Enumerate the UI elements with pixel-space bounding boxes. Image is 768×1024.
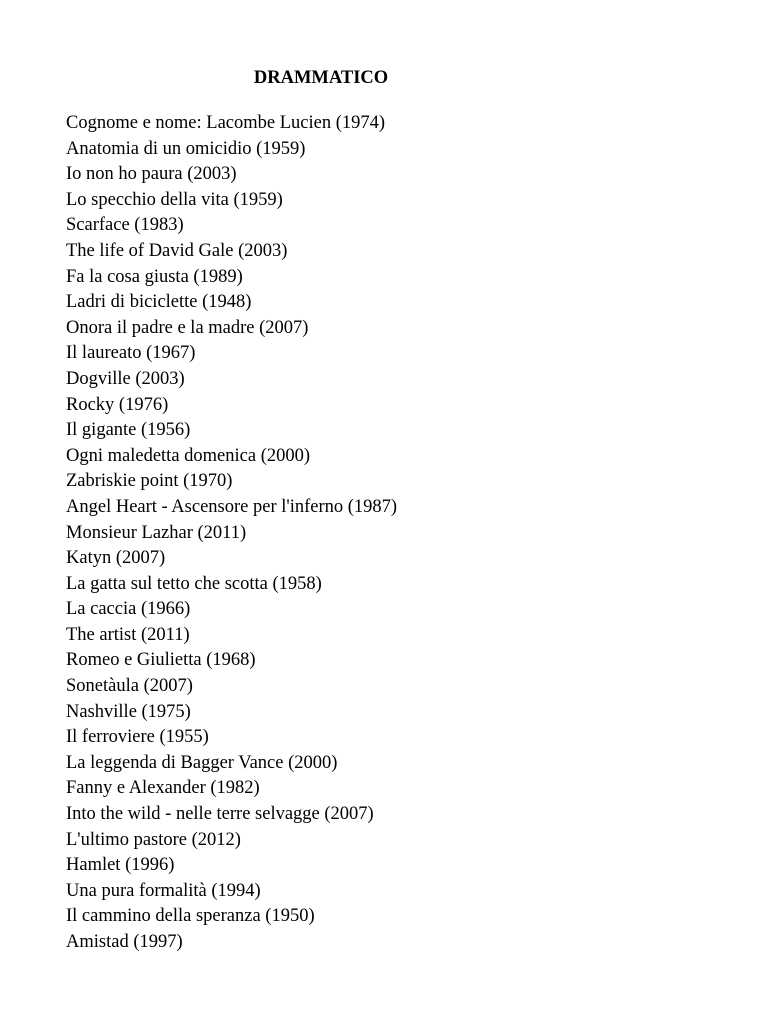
film-list-item: Una pura formalità (1994) (66, 880, 261, 901)
film-list-item: La gatta sul tetto che scotta (1958) (66, 573, 322, 594)
film-list-item: Romeo e Giulietta (1968) (66, 650, 256, 671)
film-list-item: Cognome e nome: Lacombe Lucien (1974) (66, 113, 386, 133)
film-list-item: Fanny e Alexander (1982) (66, 778, 260, 799)
film-list-item: Katyn (2007) (66, 548, 166, 569)
film-list-item: Angel Heart - Ascensore per l'inferno (1987) (66, 496, 398, 517)
film-list-item: Fa la cosa giusta (1989) (66, 266, 243, 287)
page-title: DRAMMATICO (253, 68, 389, 88)
film-list (66, 111, 397, 956)
film-list-item: The life of David Gale (2003) (66, 240, 288, 261)
film-list-item: Il ferroviere (1955) (66, 727, 209, 748)
film-list-item: Lo specchio della vita (1959) (66, 189, 283, 210)
film-list-item: Ogni maledetta domenica (2000) (66, 445, 311, 466)
film-list-item: Il laureato (1967) (66, 343, 196, 364)
film-list-item: Sonetàula (2007) (66, 676, 193, 697)
film-list-item: Dogville (2003) (66, 368, 185, 389)
film-list-item: The artist (2011) (66, 624, 190, 645)
film-list-item: Into the wild - nelle terre selvagge (2007) (66, 804, 374, 825)
film-list-item: Zabriskie point (1970) (66, 471, 233, 492)
film-list-item: La caccia (1966) (66, 599, 191, 620)
film-list-item: La leggenda di Bagger Vance (2000) (66, 752, 338, 773)
film-list-item: Il gigante (1956) (66, 420, 191, 441)
film-list-item: Anatomia di un omicidio (1959) (66, 138, 306, 159)
film-list-item: Amistad (1997) (66, 932, 183, 952)
film-list-item: Scarface (1983) (66, 215, 184, 236)
film-list-item: Onora il padre e la madre (2007) (66, 317, 309, 338)
film-list-item: L'ultimo pastore (2012) (66, 829, 241, 850)
film-list-item: Monsieur Lazhar (2011) (66, 522, 247, 543)
film-list-item: Rocky (1976) (66, 394, 169, 415)
film-list-item: Ladri di biciclette (1948) (66, 292, 252, 313)
film-list-item: Il cammino della speranza (1950) (66, 906, 315, 927)
film-list-item: Nashville (1975) (66, 701, 191, 722)
film-list-item: Io non ho paura (2003) (66, 164, 237, 185)
film-list-item: Hamlet (1996) (66, 855, 175, 876)
